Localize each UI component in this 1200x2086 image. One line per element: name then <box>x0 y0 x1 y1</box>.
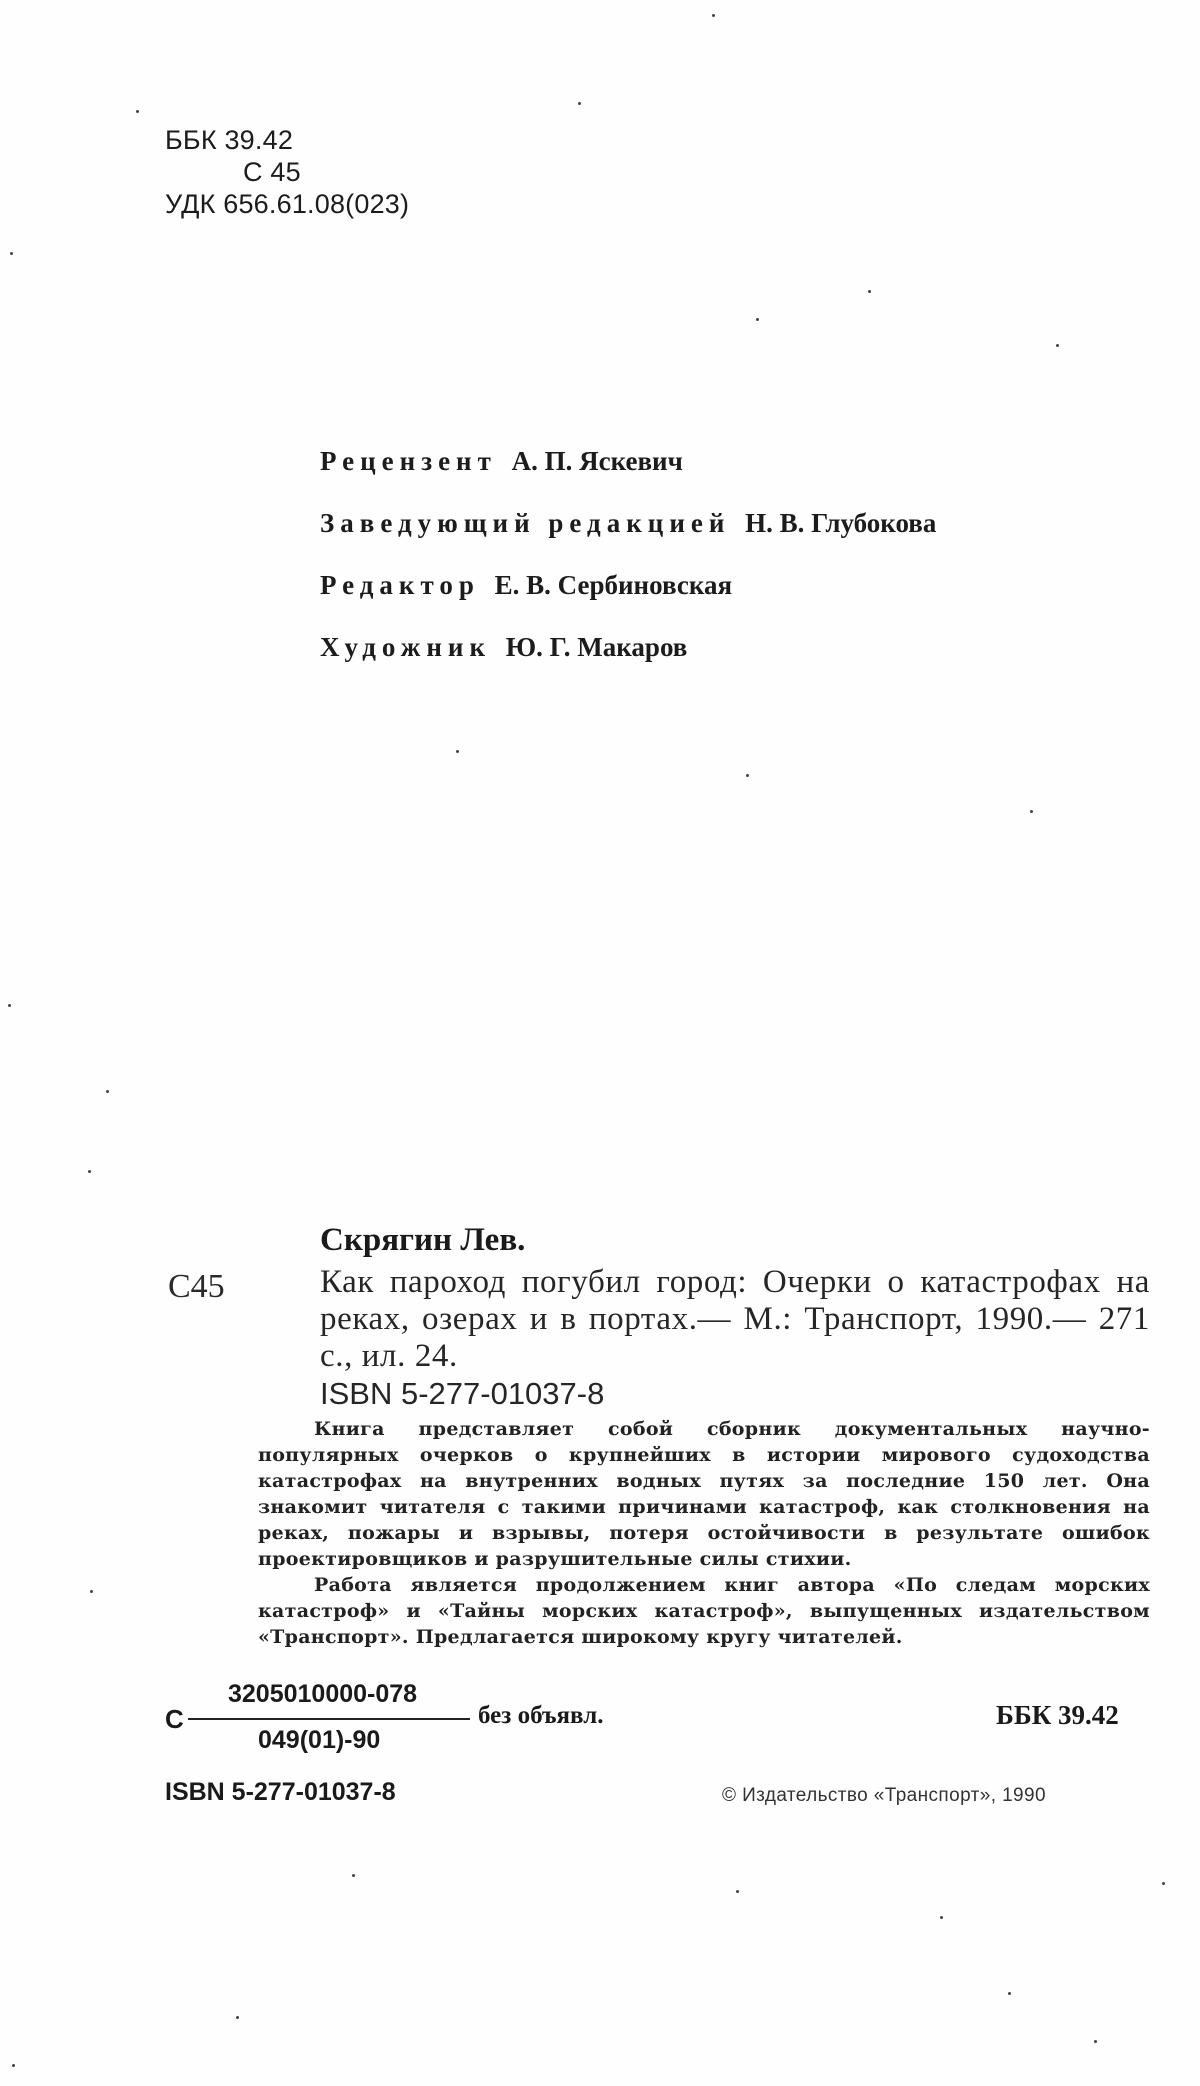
scan-speck <box>1008 1992 1011 1995</box>
scan-speck <box>746 774 749 777</box>
scan-speck <box>578 102 581 105</box>
annotation-paragraph-1: Книга представляет собой сборник документальных научно-популярных очерков о крупнейших в истории мирового судоходства катастрофах на внутренних водных путях за последние 150 лет. Она знакомит читателя с такими причинами катастроф, как столкновения на реках, пожары и взрывы, потеря остойчивости в результате ошибок проектировщиков и разрушительные силы стихии. <box>258 1418 1150 1570</box>
credit-name: Н. В. Глубокова <box>745 508 937 538</box>
credit-role: Редактор <box>320 570 480 600</box>
scan-speck <box>456 750 459 753</box>
catalog-code: С45 <box>168 1268 225 1305</box>
scan-speck <box>90 1590 93 1593</box>
author-sign: С 45 <box>243 157 301 187</box>
credit-artist <box>320 632 936 694</box>
catalog-annotation <box>258 1416 1150 1650</box>
scan-speck <box>88 1170 91 1173</box>
scan-speck <box>136 110 139 113</box>
credit-name: Е. В. Сербиновская <box>494 570 733 600</box>
scan-speck <box>106 1090 109 1093</box>
index-numerator: 3205010000-078 <box>228 1680 418 1708</box>
classification-block <box>165 124 409 220</box>
scan-speck <box>1094 2040 1097 2043</box>
index-bbk: ББК 39.42 <box>996 1700 1119 1730</box>
scan-speck <box>756 318 759 321</box>
index-letter: С <box>165 1704 184 1734</box>
scan-speck <box>1030 810 1033 813</box>
bbk-code: ББК 39.42 <box>165 125 294 155</box>
credit-role: Заведующий редакцией <box>320 508 731 538</box>
annotation-paragraph-2: Работа является продолжением книг автора «По следам морских катастроф» и «Тайны морских катастроф», выпущенных издательством «Транспорт». Предлагается широкому кругу читателей. <box>258 1574 1150 1648</box>
credit-role: Рецензент <box>320 446 497 476</box>
credit-role: Художник <box>320 632 492 662</box>
credits-block <box>320 446 936 694</box>
credit-editor-in-chief <box>320 508 936 570</box>
credit-name: А. П. Яскевич <box>511 446 683 476</box>
scan-speck <box>12 2064 15 2067</box>
scan-speck <box>236 2016 239 2019</box>
scan-speck <box>736 1890 739 1893</box>
credit-editor <box>320 570 936 632</box>
footer-isbn: ISBN 5-277-01037-8 <box>165 1778 396 1806</box>
scan-speck <box>868 290 871 293</box>
credit-name: Ю. Г. Макаров <box>505 632 688 662</box>
index-fraction-line <box>188 1718 470 1720</box>
footer-copyright: © Издательство «Транспорт», 1990 <box>722 1785 1046 1806</box>
scan-speck <box>1056 344 1059 347</box>
scan-speck <box>10 252 13 255</box>
catalog-author: Скрягин Лев. <box>320 1222 526 1258</box>
scan-speck <box>352 1874 355 1877</box>
catalog-description: Как пароход погубил город: Очерки о катастрофах на реках, озерах и в портах.— М.: Транспорт, 1990.— 271 с., ил. 24. <box>320 1264 1150 1374</box>
catalog-isbn: ISBN 5-277-01037-8 <box>320 1376 605 1411</box>
udk-code: УДК 656.61.08(023) <box>165 189 410 219</box>
scan-speck <box>8 1004 11 1007</box>
index-denominator: 049(01)-90 <box>258 1726 381 1754</box>
credit-reviewer <box>320 446 936 508</box>
scan-speck <box>940 1916 943 1919</box>
scan-speck <box>1162 1882 1165 1885</box>
index-note: без объявл. <box>478 1702 604 1729</box>
scan-speck <box>712 14 715 17</box>
